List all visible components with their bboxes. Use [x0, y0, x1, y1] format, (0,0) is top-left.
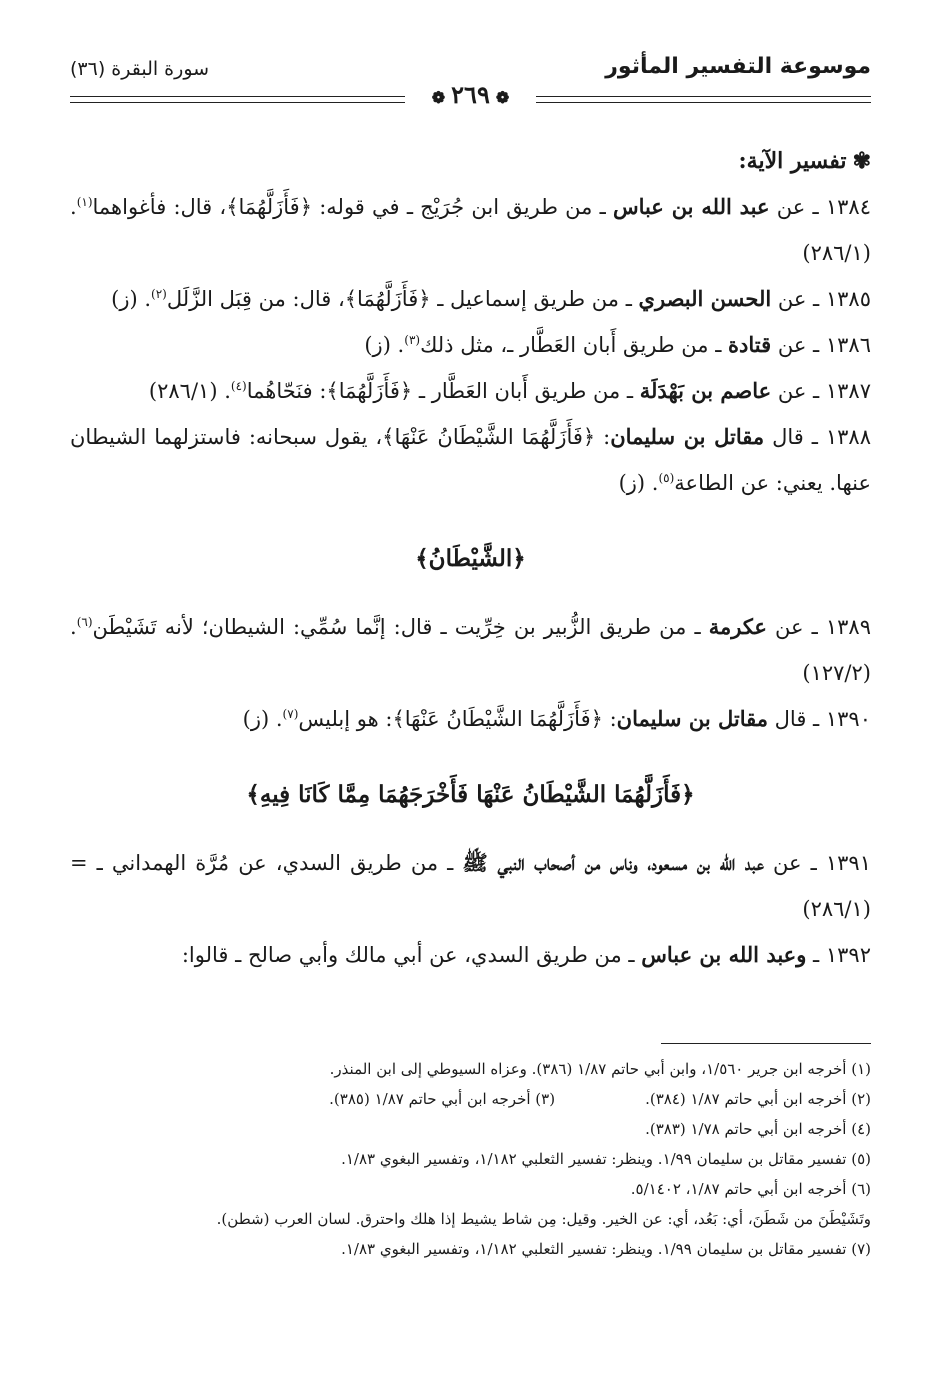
ornament-icon: ❁ — [495, 88, 510, 107]
footnote-6: (٦) أخرجه ابن أبي حاتم ١/٨٧، ٥/١٤٠٢. — [630, 1180, 871, 1198]
footnote-ref: (٦) — [76, 615, 93, 629]
narrator-name: قتادة — [728, 332, 772, 357]
narration-1390 — [70, 696, 871, 742]
narration-text: ـ من طريق أَبان العَطَّار ـ، مثل ذلك — [420, 333, 729, 357]
narrator-name: وعبد الله بن عباس — [641, 942, 807, 967]
narrator-name: الحسن البصري — [638, 286, 772, 311]
narration-1391 — [70, 840, 871, 932]
header-rule — [70, 80, 871, 109]
main-text — [70, 138, 871, 978]
narration-1385 — [70, 276, 871, 322]
flower-star-icon: ✾ — [852, 148, 871, 174]
narration-number: ١٣٩٠ ـ قال — [768, 707, 871, 731]
verse-heading: ﴿الشَّيْطَانُ﴾ — [415, 545, 526, 572]
narrator-name: عبد الله بن مسعود، وناس من أصحاب النبي ﷺ — [462, 850, 764, 875]
book-title: موسوعة التفسير المأثور — [605, 54, 871, 79]
narration-1392 — [70, 932, 871, 978]
footnote-divider — [661, 1043, 871, 1044]
footnote-3: (٣) أخرجه ابن أبي حاتم ١/٨٧ (٣٨٥). — [329, 1090, 556, 1108]
narrator-name: عكرمة — [708, 614, 767, 639]
footnote-ref: (٢) — [151, 287, 167, 301]
footnote-4: (٤) أخرجه ابن أبي حاتم ١/٧٨ (٣٨٣). — [645, 1120, 871, 1138]
page-number-block — [426, 80, 515, 109]
narrator-name: عبد الله بن عباس — [612, 194, 770, 219]
narration-text: ـ من طريق السدي، عن أبي مالك وأبي صالح ـ قالوا: — [181, 943, 642, 967]
footnote-ref: (٣) — [404, 333, 421, 347]
narration-text: ـ من طريق الزُّبير بن خِرِّيت ـ قال: إنَّما سُمِّي: الشيطان؛ لأنه تَشَيْطَن — [92, 615, 709, 639]
narration-ref: . (٢٨٦/١) — [70, 195, 871, 265]
ornament-icon: ❁ — [431, 88, 446, 107]
page-number: ٢٦٩ — [451, 80, 490, 109]
surah-label: سورة البقرة (٣٦) — [70, 58, 210, 80]
section-heading — [70, 138, 871, 184]
double-rule-left — [70, 96, 405, 103]
footnotes — [70, 1054, 871, 1264]
narration-number: ١٣٨٥ ـ عن — [771, 287, 871, 311]
narration-1389 — [70, 604, 871, 696]
footnote-7: (٧) تفسير مقاتل بن سليمان ١/٩٩. وينظر: تفسير الثعلبي ١/١٨٢، وتفسير البغوي ١/٨٣. — [341, 1240, 871, 1258]
narration-text: ـ من طريق ابن جُرَيْج ـ في قوله: ﴿فَأَزَلَّهُمَا﴾، قال: فأغواهما — [92, 195, 613, 219]
narration-number: ١٣٨٤ ـ عن — [769, 195, 871, 219]
footnote-1: (١) أخرجه ابن جرير ١/٥٦٠، وابن أبي حاتم ١/٨٧ (٣٨٦). وعزاه السيوطي إلى ابن المنذر. — [329, 1060, 871, 1078]
narration-ref: . (ز) — [111, 287, 152, 311]
footnote-row — [70, 1084, 871, 1114]
narrator-name: عاصم بن بَهْدَلَة — [639, 378, 772, 403]
narration-number: ١٣٨٦ ـ عن — [771, 333, 871, 357]
footnote-5: (٥) تفسير مقاتل بن سليمان ١/٩٩. وينظر: تفسير الثعلبي ١/١٨٢، وتفسير البغوي ١/٨٣. — [341, 1150, 871, 1168]
narration-ref: . (ز) — [618, 471, 659, 495]
narration-text: ـ من طريق السدي، عن مُرَّة الهمداني ـ = (٢٨٦/١) — [70, 851, 871, 921]
narrator-name: مقاتل بن سليمان — [616, 706, 768, 731]
narration-ref: . (ز) — [242, 707, 283, 731]
narration-ref: . (ز) — [364, 333, 405, 357]
footnote-ref: (٥) — [658, 471, 675, 485]
narration-number: ١٣٨٧ ـ عن — [771, 379, 871, 403]
footnote-ref: (٧) — [282, 707, 299, 721]
footnote-2: (٢) أخرجه ابن أبي حاتم ١/٨٧ (٣٨٤). — [645, 1090, 871, 1108]
narration-number: ١٣٨٨ ـ قال — [764, 425, 871, 449]
verse-heading: ﴿فَأَزَلَّهُمَا الشَّيْطَانُ عَنْهَا فَأَخْرَجَهُمَا مِمَّا كَانَا فِيهِ﴾ — [246, 781, 695, 808]
narration-1386 — [70, 322, 871, 368]
footnote-ref: (١) — [76, 195, 93, 209]
double-rule-right — [536, 96, 871, 103]
footnote-ref: (٤) — [230, 379, 247, 393]
narration-number: ١٣٩٢ ـ — [806, 943, 871, 967]
narration-text: : ﴿فَأَزَلَّهُمَا الشَّيْطَانُ عَنْهَا﴾، يقول سبحانه: فاستزلهما الشيطان عنها. يعني: عن الطاعة — [70, 425, 871, 495]
narration-text: : ﴿فَأَزَلَّهُمَا الشَّيْطَانُ عَنْهَا﴾: هو إبليس — [298, 707, 617, 731]
narration-text: ـ من طريق أَبان العَطَّار ـ ﴿فَأَزَلَّهُمَا﴾: فنَحّاهُما — [246, 379, 640, 403]
narration-1387 — [70, 368, 871, 414]
narrator-name: مقاتل بن سليمان — [610, 424, 765, 449]
footnote-6-note: وتَشَيْطَنَ من شَطَنَ، أي: بَعُد، أي: عن الخير. وقيل: مِن شاط يشيط إذا هلك واحترق. لسان العرب (شطن). — [216, 1210, 871, 1228]
narration-text: ـ من طريق إسماعيل ـ ﴿فَأَزَلَّهُمَا﴾، قال: من قِبَل الزَّلَل — [166, 287, 639, 311]
narration-number: ١٣٩١ ـ عن — [763, 851, 871, 875]
narration-ref: . (٢٨٦/١) — [148, 379, 231, 403]
narration-1388 — [70, 414, 871, 506]
narration-1384 — [70, 184, 871, 276]
section-title: تفسير الآية: — [738, 148, 847, 174]
narration-ref: . (١٢٧/٢) — [70, 615, 871, 685]
narration-number: ١٣٨٩ ـ عن — [766, 615, 871, 639]
